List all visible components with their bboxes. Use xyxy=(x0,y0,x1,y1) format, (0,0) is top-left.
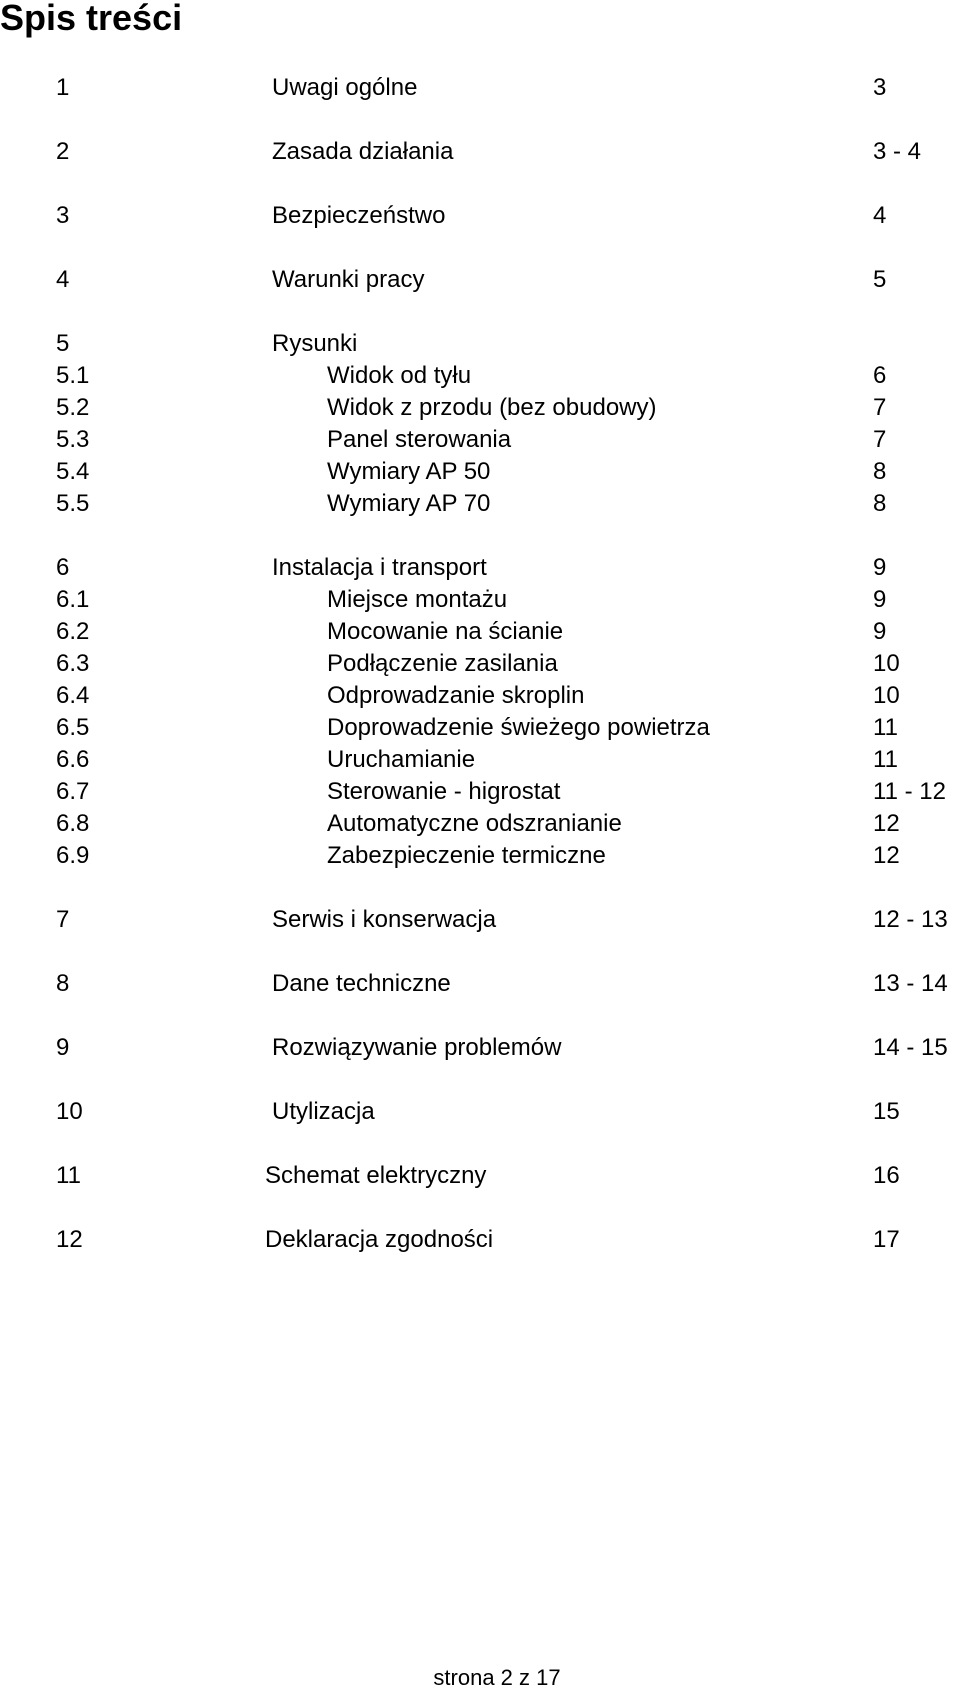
toc-entry xyxy=(0,136,960,168)
toc-entry-title: Zasada działania xyxy=(272,138,454,165)
page-number-label: strona 2 z 17 xyxy=(433,1665,561,1690)
toc-entry-number: 6.7 xyxy=(56,778,90,805)
toc-entry-page: 5 xyxy=(873,266,887,293)
toc-entry-title: Zabezpieczenie termiczne xyxy=(327,842,606,869)
toc-subentry xyxy=(0,360,960,392)
toc-entry xyxy=(0,1032,960,1064)
toc-subentry xyxy=(0,744,960,776)
toc-entry-title: Rysunki xyxy=(272,330,358,357)
toc-entry-number: 6 xyxy=(56,554,70,581)
toc-entry-title: Schemat elektryczny xyxy=(265,1162,487,1189)
toc-entry-title: Deklaracja zgodności xyxy=(265,1226,494,1253)
toc-entry-page: 12 xyxy=(873,810,900,837)
toc-subentry xyxy=(0,712,960,744)
toc-entry-page: 6 xyxy=(873,362,887,389)
toc-entry-page: 12 xyxy=(873,842,900,869)
toc-entry-page: 13 - 14 xyxy=(873,970,948,997)
toc-entry-number: 4 xyxy=(56,266,70,293)
toc-entry-page: 4 xyxy=(873,202,887,229)
toc-entry-page: 9 xyxy=(873,586,887,613)
toc-entry-title: Sterowanie - higrostat xyxy=(327,778,561,805)
toc-entry-title: Utylizacja xyxy=(272,1098,375,1125)
toc-subentry xyxy=(0,392,960,424)
toc-entry-page: 12 - 13 xyxy=(873,906,948,933)
toc-entry-number: 6.3 xyxy=(56,650,90,677)
toc-entry-number: 9 xyxy=(56,1034,70,1061)
toc-entry-title: Widok od tyłu xyxy=(327,362,472,389)
toc-entry-title: Dane techniczne xyxy=(272,970,451,997)
toc-entry-title: Miejsce montażu xyxy=(327,586,508,613)
toc-entry-number: 5.3 xyxy=(56,426,90,453)
page-footer xyxy=(0,1664,960,1692)
toc-entry-title: Uwagi ogólne xyxy=(272,74,418,101)
toc-subentry xyxy=(0,456,960,488)
toc-entry-number: 5.5 xyxy=(56,490,90,517)
toc-entry-title: Wymiary AP 50 xyxy=(327,458,491,485)
toc-subentry xyxy=(0,488,960,520)
toc-entry xyxy=(0,1160,960,1192)
toc-entry-number: 6.4 xyxy=(56,682,90,709)
toc-entry-number: 6.6 xyxy=(56,746,90,773)
toc-subentry xyxy=(0,680,960,712)
toc-entry-number: 10 xyxy=(56,1098,83,1125)
toc-entry-number: 12 xyxy=(56,1226,83,1253)
toc-entry-page: 8 xyxy=(873,458,887,485)
toc-entry xyxy=(0,200,960,232)
toc-entry xyxy=(0,1224,960,1256)
toc-entry-page: 11 xyxy=(873,714,898,741)
toc-entry-number: 5.1 xyxy=(56,362,90,389)
toc-entry xyxy=(0,1096,960,1128)
toc-entry xyxy=(0,72,960,104)
toc-entry-number: 1 xyxy=(56,74,70,101)
toc-entry xyxy=(0,968,960,1000)
toc-entry-number: 6.1 xyxy=(56,586,90,613)
toc-subentry xyxy=(0,616,960,648)
toc-entry-page: 11 - 12 xyxy=(873,778,946,805)
toc-entry-number: 2 xyxy=(56,138,70,165)
toc-entry-page: 3 xyxy=(873,74,887,101)
toc-entry xyxy=(0,264,960,296)
toc-entry-number: 5.2 xyxy=(56,394,90,421)
toc-entry-page: 10 xyxy=(873,650,900,677)
toc-entry-page: 9 xyxy=(873,618,887,645)
toc-entry-title: Uruchamianie xyxy=(327,746,476,773)
toc-entry-title: Panel sterowania xyxy=(327,426,512,453)
toc-entry-page: 3 - 4 xyxy=(873,138,922,165)
toc-entry-number: 6.9 xyxy=(56,842,90,869)
toc-entry-title: Instalacja i transport xyxy=(272,554,487,581)
toc-entry-page: 16 xyxy=(873,1162,900,1189)
toc-entry-page: 9 xyxy=(873,554,887,581)
toc-entry xyxy=(0,552,960,584)
toc-entry-title: Odprowadzanie skroplin xyxy=(327,682,585,709)
toc-entry-page: 8 xyxy=(873,490,887,517)
toc-entry-title: Wymiary AP 70 xyxy=(327,490,491,517)
toc-entry-title: Doprowadzenie świeżego powietrza xyxy=(327,714,710,741)
toc-entry xyxy=(0,904,960,936)
toc-entry-number: 11 xyxy=(56,1162,81,1189)
toc-entry-number: 7 xyxy=(56,906,70,933)
toc-entry-title: Bezpieczeństwo xyxy=(272,202,446,229)
toc-entry-page: 7 xyxy=(873,426,887,453)
toc-entry-number: 3 xyxy=(56,202,70,229)
toc-entry-number: 6.5 xyxy=(56,714,90,741)
toc-entry-number: 5.4 xyxy=(56,458,90,485)
toc-entry-page: 15 xyxy=(873,1098,900,1125)
toc-subentry xyxy=(0,648,960,680)
toc-entry-number: 6.8 xyxy=(56,810,90,837)
toc-entry-title: Podłączenie zasilania xyxy=(327,650,558,677)
toc-entry-title: Widok z przodu (bez obudowy) xyxy=(327,394,657,421)
toc-entry-title: Automatyczne odszranianie xyxy=(327,810,622,837)
toc-entry-number: 6.2 xyxy=(56,618,90,645)
toc-entry-title: Mocowanie na ścianie xyxy=(327,618,564,645)
toc-subentry xyxy=(0,808,960,840)
toc-entry-page: 10 xyxy=(873,682,900,709)
toc-subentry xyxy=(0,584,960,616)
toc-entry-number: 5 xyxy=(56,330,70,357)
toc-entry xyxy=(0,328,960,360)
toc-entry-page: 14 - 15 xyxy=(873,1034,948,1061)
toc-entry-number: 8 xyxy=(56,970,70,997)
toc-entry-page: 7 xyxy=(873,394,887,421)
toc-entry-title: Serwis i konserwacja xyxy=(272,906,497,933)
toc-entry-page: 11 xyxy=(873,746,898,773)
toc-subentry xyxy=(0,840,960,872)
toc-entry-title: Rozwiązywanie problemów xyxy=(272,1034,562,1061)
page-title: Spis treści xyxy=(0,0,183,38)
toc-entry-title: Warunki pracy xyxy=(272,266,425,293)
toc-subentry xyxy=(0,424,960,456)
toc-subentry xyxy=(0,776,960,808)
toc-entry-page: 17 xyxy=(873,1226,900,1253)
